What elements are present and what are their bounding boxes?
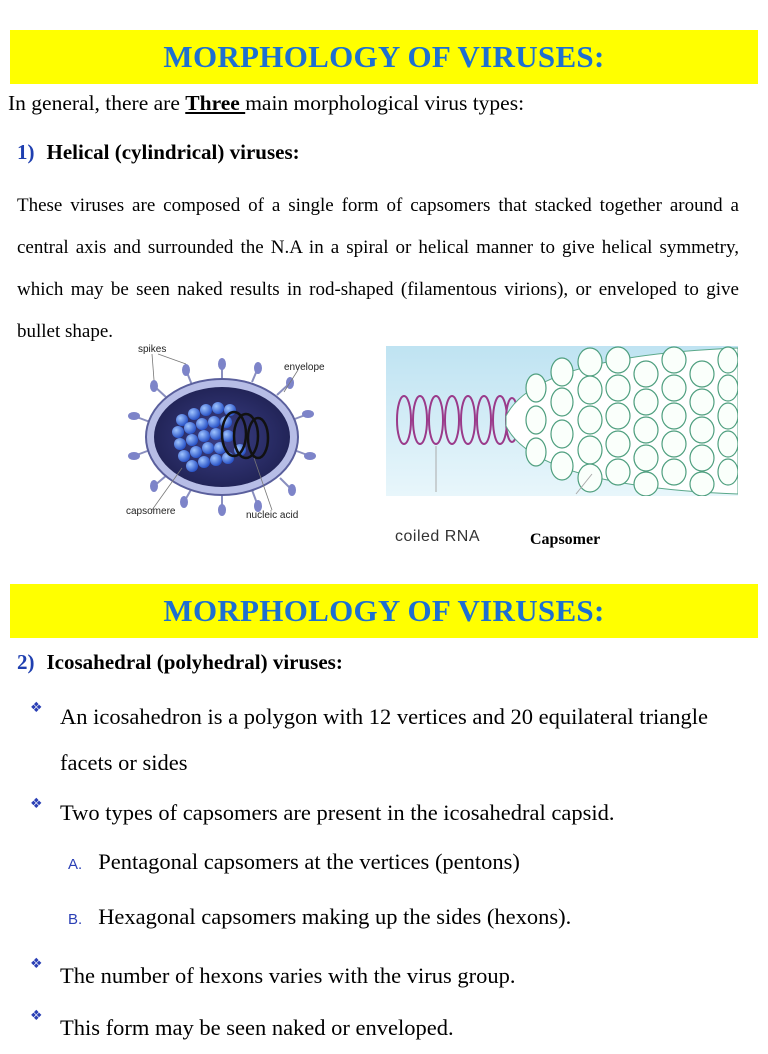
section-2-heading xyxy=(17,650,343,675)
intro-emphasis: Three xyxy=(185,91,246,115)
caption-coiled-rna: coiled RNA xyxy=(395,528,481,545)
diamond-bullet-icon: ❖ xyxy=(30,956,43,972)
section-1-number: 1) xyxy=(17,140,35,164)
caption-capsomer: Capsomer xyxy=(530,531,601,548)
section-1-heading xyxy=(17,140,300,165)
section-2-number: 2) xyxy=(17,650,35,674)
label-nucleic-acid: nucleic acid xyxy=(246,510,299,521)
section-2-title: Icosahedral (polyhedral) viruses: xyxy=(46,650,343,674)
title-banner-1 xyxy=(10,30,758,84)
enveloped-virus-diagram xyxy=(112,340,352,528)
list-item: ❖ Two types of capsomers are present in the icosahedral capsid. xyxy=(30,796,615,825)
diamond-bullet-icon: ❖ xyxy=(30,700,43,716)
page-title: MORPHOLOGY OF VIRUSES: xyxy=(163,39,605,74)
label-envelope: envelope xyxy=(284,362,325,373)
sub-item-b: B. Hexagonal capsomers making up the sides (hexons). xyxy=(68,904,572,929)
label-spikes: spikes xyxy=(138,344,167,355)
list-item: ❖ An icosahedron is a polygon with 12 vertices and 20 equilateral triangle facets or sides xyxy=(30,700,708,775)
section-2-list xyxy=(30,694,750,1054)
label-capsomere: capsomere xyxy=(126,506,176,517)
sub-item-a: A. Pentagonal capsomers at the vertices (pentons) xyxy=(68,849,520,874)
diamond-bullet-icon: ❖ xyxy=(30,796,43,812)
list-item: ❖ This form may be seen naked or enveloped. xyxy=(30,1008,454,1040)
intro-line: In general, there are Three main morphological virus types: xyxy=(8,91,525,115)
diamond-bullet-icon: ❖ xyxy=(30,1008,43,1024)
list-item: ❖ The number of hexons varies with the virus group. xyxy=(30,956,516,988)
section-1-title: Helical (cylindrical) viruses: xyxy=(46,140,300,164)
title-banner-2 xyxy=(10,584,758,638)
helical-capsid-diagram xyxy=(386,346,738,496)
section-title: MORPHOLOGY OF VIRUSES: xyxy=(163,593,605,628)
section-1-paragraph: These viruses are composed of a single form of capsomers that stacked together around a central axis and surrounded the N.A in a spiral or helical manner to give helical symmetry, which may be seen naked results in rod-shaped (filamentous virions), or enveloped to give bullet shape. xyxy=(17,195,739,342)
